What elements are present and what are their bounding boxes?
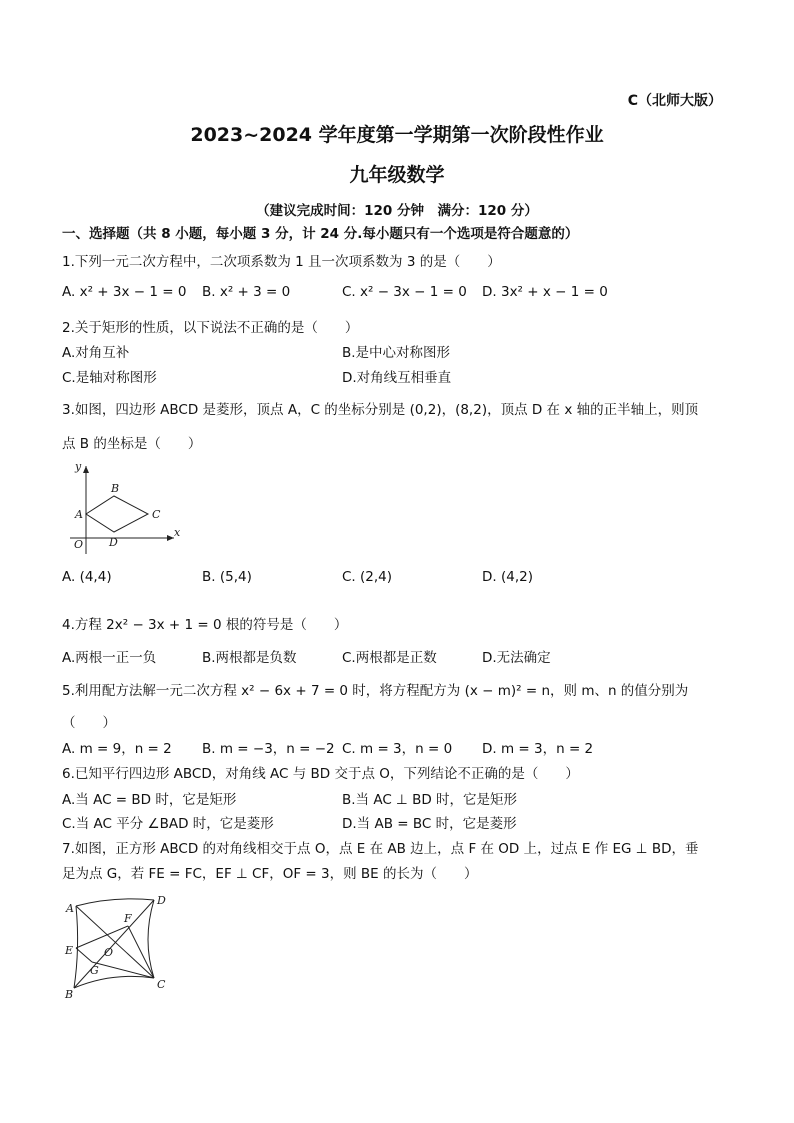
label-c: C [157,978,166,991]
label-x: x [174,526,181,539]
label-e: E [65,944,74,957]
q4-option-d: D.无法确定 [482,650,551,666]
q4-option-c: C.两根都是正数 [342,650,437,666]
y-axis-arrow [83,466,89,473]
q3-option-c: C. (2,4) [342,569,393,585]
q4-stem: 4.方程 2x² − 3x + 1 = 0 根的符号是（ ） [62,617,348,633]
q4-option-b: B.两根都是负数 [202,650,297,666]
q6-stem: 6.已知平行四边形 ABCD，对角线 AC 与 BD 交于点 O，下列结论不正确的是（ ） [62,766,579,782]
diagonal-ac [76,906,154,978]
q7-stem-line2: 足为点 G，若 FE = FC，EF ⊥ CF，OF = 3，则 BE 的长为（ ） [62,866,478,882]
label-c: C [152,508,161,521]
label-b: B [111,482,120,495]
side-cb [74,976,154,988]
label-y: y [75,460,82,473]
side-ad [76,899,154,906]
q6-option-c: C.当 AC 平分 ∠BAD 时，它是菱形 [62,816,274,832]
segment-fc [128,926,154,978]
exam-info: （建议完成时间：120 分钟 满分：120 分） [256,203,538,219]
q5-stem-line1: 5.利用配方法解一元二次方程 x² − 6x + 7 = 0 时，将方程配方为 (x − m)² = n，则 m、n 的值分别为 [62,683,689,699]
section-heading: 一、选择题（共 8 小题，每小题 3 分，计 24 分.每小题只有一个选项是符合题意的） [62,226,579,242]
side-dc [148,900,154,978]
q6-option-b: B.当 AC ⊥ BD 时，它是矩形 [342,792,518,808]
q4-option-a: A.两根一正一负 [62,650,157,666]
x-axis-arrow [167,535,174,541]
q6-option-a: A.当 AC = BD 时，它是矩形 [62,792,237,808]
q5-option-d: D. m = 3，n = 2 [482,741,594,757]
q3-option-d: D. (4,2) [482,569,533,585]
subject-title: 九年级数学 [349,164,445,186]
q1-option-c: C. x² − 3x − 1 = 0 [342,284,467,300]
q1-option-d: D. 3x² + x − 1 = 0 [482,284,608,300]
label-o: O [104,946,114,959]
q2-option-a: A.对角互补 [62,345,130,361]
q5-stem-line2: （ ） [62,715,116,731]
label-f: F [124,912,132,925]
q1-stem: 1.下列一元二次方程中，二次项系数为 1 且一次项系数为 3 的是（ ） [62,254,501,270]
label-a: A [75,508,83,521]
q2-option-c: C.是轴对称图形 [62,370,157,386]
q2-stem: 2.关于矩形的性质，以下说法不正确的是（ ） [62,320,359,336]
q3-option-b: B. (5,4) [202,569,252,585]
q2-option-b: B.是中心对称图形 [342,345,451,361]
edition-label: C（北师大版） [627,93,722,109]
q7-square-figure [62,892,174,1004]
label-a: A [66,902,74,915]
q3-stem-line1: 3.如图，四边形 ABCD 是菱形，顶点 A，C 的坐标分别是 (0,2)，(8,2)，顶点 D 在 x 轴的正半轴上，则顶 [62,402,699,418]
exam-title: 2023~2024 学年度第一学期第一次阶段性作业 [190,124,604,146]
label-b: B [65,988,74,1001]
segment-eg [76,948,92,962]
side-ba [74,906,78,988]
q3-option-a: A. (4,4) [62,569,112,585]
rhombus-abcd [86,496,148,532]
label-o: O [74,538,84,551]
q7-stem-line1: 7.如图，正方形 ABCD 的对角线相交于点 O，点 E 在 AB 边上，点 F 在 OD 上，过点 E 作 EG ⊥ BD，垂 [62,841,699,857]
q5-option-a: A. m = 9，n = 2 [62,741,172,757]
q6-option-d: D.当 AB = BC 时，它是菱形 [342,816,517,832]
q1-option-a: A. x² + 3x − 1 = 0 [62,284,187,300]
q2-option-d: D.对角线互相垂直 [342,370,452,386]
label-d: D [109,536,118,549]
q3-rhombus-figure [62,458,192,558]
q5-option-c: C. m = 3，n = 0 [342,741,453,757]
q1-option-b: B. x² + 3 = 0 [202,284,291,300]
q3-stem-line2: 点 B 的坐标是（ ） [62,436,202,452]
label-d: D [157,894,166,907]
label-g: G [90,964,99,977]
q5-option-b: B. m = −3，n = −2 [202,741,335,757]
